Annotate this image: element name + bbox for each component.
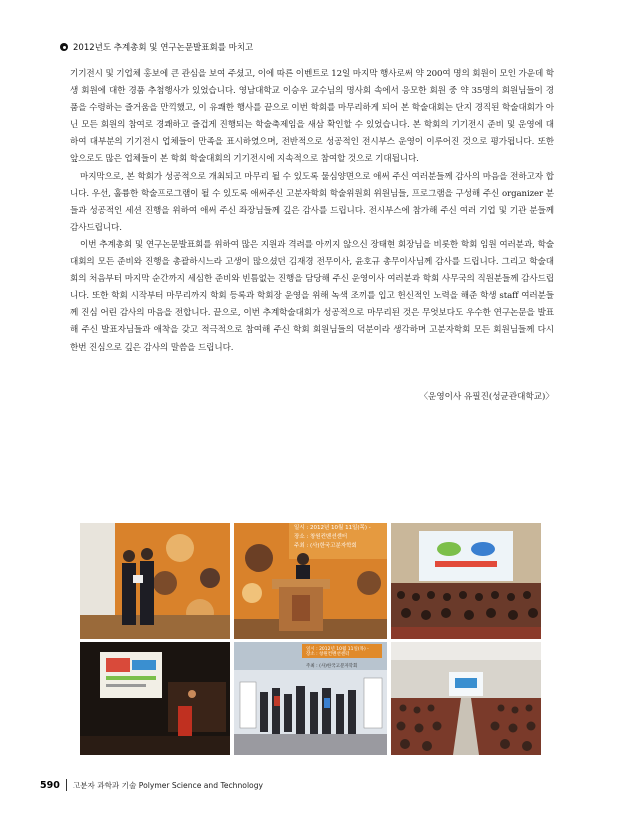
photo-opening-speech [234, 523, 387, 639]
photo-poster-session [234, 642, 387, 755]
banner-date-text: 일시 : 2012년 10월 11일(목) - [294, 525, 371, 531]
photo-lecture-hall [391, 523, 541, 639]
section-title: 2012년도 추계총회 및 연구논문발표회를 마치고 [73, 43, 254, 53]
author-signature: 〈운영이사 유필진(성균관대학교)〉 [419, 392, 554, 402]
banner-place-text-2: 장소 : 창원컨벤션센터 [306, 652, 350, 657]
page-footer [40, 778, 263, 792]
bullet-icon [60, 43, 68, 51]
paragraph-3: 이번 추계총회 및 연구논문발표회를 위하여 많은 지원과 격려를 아끼지 않으신 장태현 회장님을 비롯한 학회 임원 여러분과, 학술대회의 모든 준비와 진행을 총괄하시느라 고생이 많으셨던 김재경 전무이사, 윤호규 총무이사님께 감사를 드립니다. 그리고 학술대회의 처음부터 마지막 순간까지 세심한 준비와 빈틈없는 진행을 담당해 주신 운영이사 여러분과 학회 사무국의 직원분들께 감사드립니다. 또한 학회 시작부터 마무리까지 학회 등록과 학회장 운영을 위해 녹색 조끼를 입고 헌신적인 노력을 해준 학생 staff 여러분들께 진심 어린 감사의 마음을 전합니다. 끝으로, 이번 추계학술대회가 성공적으로 마무리된 것은 무엇보다도 우수한 연구논문을 발표해 주신 발표자님들과 애착을 갖고 적극적으로 참여해 주신 학회 회원님들의 덕분이라 생각하며 고분자학회 모든 회원님들께 다시 한번 진심으로 깊은 감사의 말씀을 드립니다. [70, 239, 554, 353]
paragraph-2: 마지막으로, 본 학회가 성공적으로 개최되고 마무리 될 수 있도록 물심양면으로 애써 주신 여러분들께 감사의 마음을 전하고자 합니다. 우선, 훌륭한 학술프로그램이 될 수 있도록 애써주신 고분자학회 학술위원회 위원님들, 프로그램을 구성해 주신 organizer 분들과 성공적인 세션 진행을 위하여 애써 주신 좌장님들께 깊은 감사를 드립니다. 전시부스에 참가해 주신 여러 기업 및 기관 분들께 감사드립니다. [70, 171, 554, 233]
banner-host-text-2: 주최 : (사)한국고분자학회 [306, 664, 358, 669]
photo-main-hall [391, 642, 541, 755]
page-number: 590 [40, 779, 60, 791]
banner-date-text-2: 일시 : 2012년 10월 11일(목) - [306, 647, 369, 652]
running-header [60, 40, 253, 54]
banner-host-text: 주최 : (사)한국고분자학회 [294, 543, 357, 549]
footer-divider [66, 779, 67, 791]
article-body [70, 66, 554, 357]
photo-dark-presentation [80, 642, 230, 755]
banner-place-text: 장소 : 창원컨벤션센터 [294, 534, 348, 540]
paragraph-1: 기기전시 및 기업체 홍보에 큰 관심을 보여 주셨고, 이에 따른 이벤트로 12일 마지막 행사로써 약 200여 명의 회원이 모인 가운데 학생 회원에 대한 경품 추첨행사가 있었습니다. 영남대학교 이승우 교수님의 명사회 속에서 응모한 회원 중 약 35명의 회원님들이 경품을 수령하는 즐거움을 만끽했고, 이 유쾌한 행사를 끝으로 이번 학회를 마무리하게 되어 본 학술대회는 단지 경직된 학술대회가 아닌 모든 회원의 참여로 경쾌하고 즐겁게 진행되는 학술축제임을 새삼 확인할 수 있었습니다. 본 학회의 기기전시 준비 및 운영에 대하여 대부분의 기기전시 업체들이 만족을 표시하였으며, 전반적으로 성공적인 전시부스 운영이 이루어진 것으로 평가됩니다. 또한 앞으로도 많은 업체들이 본 학회 학술대회의 기기전시에 지속적으로 참여할 것으로 기대됩니다. [70, 69, 554, 165]
journal-title: 고분자 과학과 기술 Polymer Science and Technology [72, 780, 264, 790]
photo-award-ceremony [80, 523, 230, 639]
